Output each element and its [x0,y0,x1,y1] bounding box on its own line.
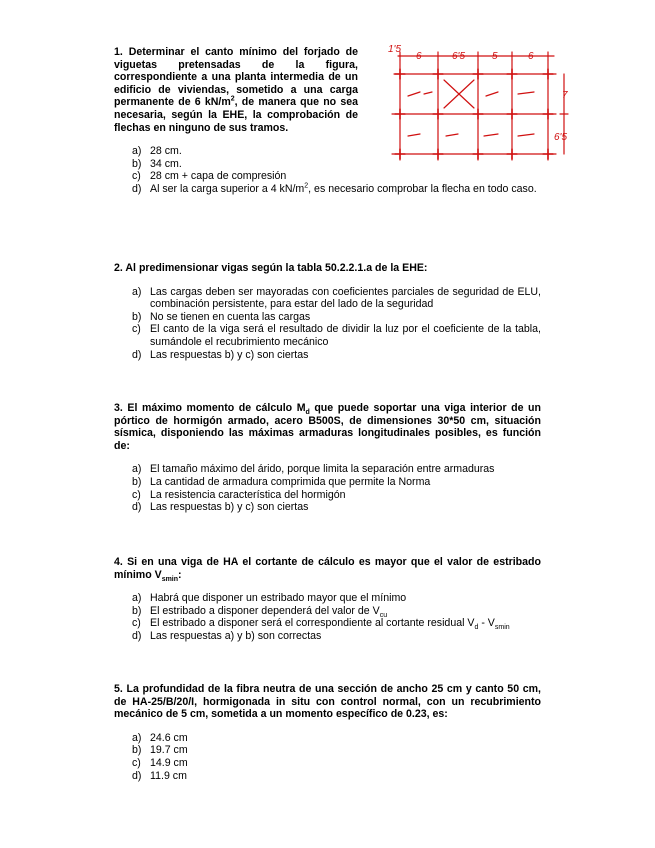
question-2 [114,262,541,361]
option-3c: c) La resistencia característica del hormigón [132,488,346,501]
floor-plan-sketch [386,42,576,164]
option-1c: c) 28 cm + capa de compresión [132,170,287,183]
option-4d: d) Las respuestas a) y b) son correctas [132,629,322,642]
question-4-text: 4. Si en una viga de HA el cortante de cálculo es mayor que el valor de estribado mínimo $V_{smin}$: [114,556,541,583]
option-3d: d) Las respuestas b) y c) son ciertas [132,501,309,514]
option-4b: b) El estribado a disponer dependerá del valor de $V_{cu}$ [132,604,388,619]
option-5d: d) 11.9 cm [132,769,187,782]
label-span-2: 6'5 [452,51,466,62]
option-3a: a) El tamaño máximo del árido, porque limita la separación entre armaduras [132,463,495,476]
question-3 [114,402,541,514]
question-3-text: 3. El máximo momento de cálculo $M_d$ que puede soportar una viga interior de un pórtico de hormigón armado, acero B500S, de dimensiones 30*50 cm, situación sísmica, disponiendo las máximas armaduras longitudinales posibles, es función de: [114,402,541,452]
question-2-options [114,286,541,362]
option-1d: d) Al ser la carga superior a 4 $kN/m^2$, es necesario comprobar la flecha en todo caso. [132,182,537,195]
option-1a: a) 28 cm. [132,145,182,158]
label-right-mid: 7 [562,90,568,101]
option-3b: b) La cantidad de armadura comprimida que permite la Norma [132,475,431,488]
option-5a: a) 24.6 cm [132,731,188,744]
option-1b: b) 34 cm. [132,157,182,170]
question-5-text: 5. La profundidad de la fibra neutra de una sección de ancho 25 cm y canto 50 cm, de HA-25/B/20/I, hormigonada in situ con control normal, con un recubrimiento mecánico de 5 cm, sometida a un momento específico de 0.23, es: [114,683,541,721]
question-5-options [114,732,541,782]
question-3-options [114,463,541,513]
label-span-3: 5 [492,51,498,62]
label-top-left: 1'5 [388,44,402,55]
question-2-text: 2. Al predimensionar vigas según la tabla 50.2.2.1.a de la EHE: [114,262,428,274]
option-5b: b) 19.7 cm [132,744,188,757]
question-4 [114,556,541,643]
label-span-4: 6 [528,51,534,62]
label-span-1: 6 [416,51,422,62]
question-1-text: 1. Determinar el canto mínimo del forjado de viguetas pretensadas de la figura, correspondiente a una planta intermedia de un edificio de viviendas, sometido a una carga permanente de 6 $kN/m^2$, de manera que no sea necesaria, según la EHE, la comprobación de flechas en ninguno de sus tramos. [114,46,358,134]
option-4a: a) Habrá que disponer un estribado mayor que el mínimo [132,592,407,605]
question-4-options [114,592,541,642]
option-2d: d) Las respuestas b) y c) son ciertas [132,348,309,361]
question-5 [114,683,541,782]
option-2b: b) No se tienen en cuenta las cargas [132,310,311,323]
option-2a: a) Las cargas deben ser mayoradas con coeficientes parciales de seguridad de ELU, combinación persistente, para estar del lado de la seguridad [132,285,541,311]
option-2c: c) El canto de la viga será el resultado de dividir la luz por el coeficiente de la tabla, sumándole el recubrimiento mecánico [132,323,541,348]
option-5c: c) 14.9 cm [132,756,188,769]
label-right-bottom: 6'5 [554,132,568,143]
option-4c: c) El estribado a disponer será el correspondiente al cortante residual $V_d - V_{smin}$ [132,617,510,632]
